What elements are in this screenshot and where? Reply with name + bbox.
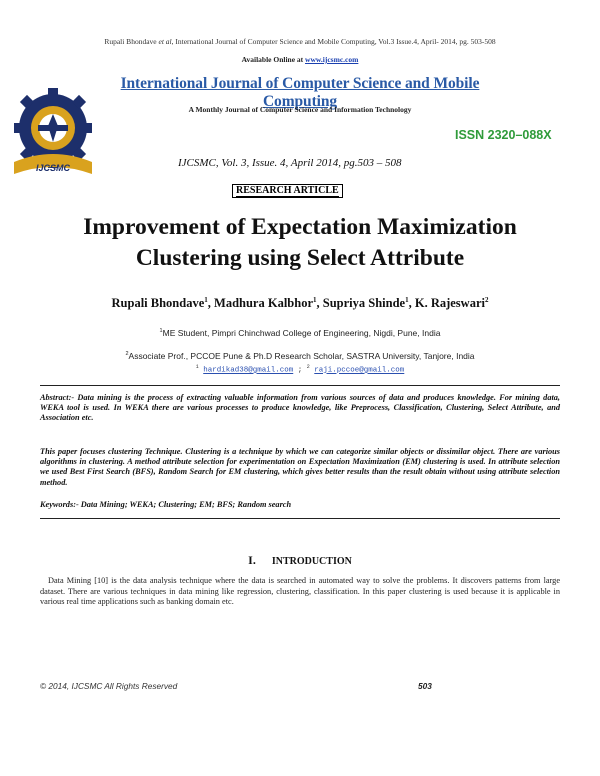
- author-list: [0, 296, 600, 311]
- available-label: Available Online at: [241, 55, 306, 64]
- footer-copyright: © 2014, IJCSMC All Rights Reserved: [40, 681, 178, 691]
- author-name: Madhura Kalbhor: [214, 296, 313, 311]
- affiliation-1: [0, 328, 600, 338]
- journal-logo: [8, 70, 98, 190]
- affiliation-2-sup: 2: [125, 351, 129, 358]
- author-separator: ,: [408, 296, 415, 311]
- article-type-badge: [232, 184, 343, 198]
- affiliation-2-text: Associate Prof., PCCOE Pune & Ph.D Research Scholar, SASTRA University, Tanjore, India: [128, 351, 475, 361]
- email-1-link[interactable]: hardikad38@gmail.com: [203, 366, 294, 375]
- author-sup: 1: [313, 296, 317, 304]
- paper-title-line1: Improvement of Expectation Maximization: [83, 214, 517, 240]
- running-head-pre: Rupali Bhondave: [104, 37, 159, 46]
- affiliation-2: [0, 351, 600, 361]
- section-heading-introduction: [0, 553, 600, 568]
- focus-paragraph: This paper focuses clustering Technique. Clustering is a technique by which we can categorize similar objects or dissimilar object. There are various algorithms in clustering. A method attribute selection for experimentation on Expectation Maximization (EM) clustering is used. In attribute selection we used Best First Search (BFS), Random Search for EM clustering, which gives better results than the result obtain without using attribute selection method.: [40, 447, 560, 487]
- affiliation-1-text: ME Student, Pimpri Chinchwad College of Engineering, Nigdi, Pune, India: [162, 328, 441, 338]
- author-name: Rupali Bhondave: [111, 296, 205, 311]
- author-separator: ,: [316, 296, 323, 311]
- issue-line: IJCSMC, Vol. 3, Issue. 4, April 2014, pg.503 – 508: [178, 157, 402, 169]
- author-name: Supriya Shinde: [322, 296, 406, 311]
- affiliation-1-sup: 1: [159, 328, 163, 335]
- email-2-link[interactable]: raji.pccoe@gmail.com: [314, 366, 405, 375]
- available-online: [0, 55, 600, 64]
- section-title: INTRODUCTION: [271, 556, 352, 567]
- author-sup: 1: [204, 296, 208, 304]
- author-sup: 2: [484, 296, 489, 304]
- paper-title-line2: Clustering using Select Attribute: [135, 245, 465, 271]
- logo-text: IJCSMC: [35, 163, 71, 173]
- author-emails: [0, 364, 600, 375]
- running-head: [0, 37, 600, 46]
- author-separator: ,: [207, 296, 215, 311]
- introduction-paragraph: Data Mining [10] is the data analysis technique where the data is searched in automated way to solve the problems. It discovers patterns from large dataset. There are various techniques in data mining like regression, clustering, classification. In this paper clustering is used because it is applicable in various real time applications such as banking domain etc.: [40, 576, 560, 606]
- issn: ISSN 2320–088X: [455, 128, 552, 142]
- journal-subtitle: A Monthly Journal of Computer Science and Information Technology: [188, 105, 412, 114]
- divider-bottom: [40, 518, 560, 519]
- email-separator: ;: [293, 366, 307, 375]
- running-head-etal: et al: [158, 37, 172, 46]
- running-head-post: , International Journal of Computer Science and Mobile Computing, Vol.3 Issue.4, April- 2014, pg. 503-508: [171, 37, 496, 46]
- abstract-paragraph: Abstract:- Data mining is the process of extracting valuable information from various sources of data and produces knowledge. For mining data, WEKA tool is used. In WEKA there are various processes to produce knowledge, like Preprocess, Classification, Clustering, Select Attribute, and Association etc.: [40, 393, 560, 423]
- section-number: I.: [248, 553, 256, 567]
- paper-title: [0, 212, 600, 274]
- article-type-label: RESEARCH ARTICLE: [236, 185, 339, 196]
- divider-top: [40, 385, 560, 386]
- email-2-sup: 2: [306, 364, 310, 370]
- author-sup: 1: [405, 296, 409, 304]
- footer-page-number: 503: [418, 681, 432, 691]
- email-1-sup: 1: [195, 364, 199, 370]
- journal-website-link[interactable]: www.ijcsmc.com: [305, 55, 359, 64]
- journal-title: International Journal of Computer Science and Mobile Computing: [120, 75, 480, 110]
- author-name: K. Rajeswari: [414, 296, 485, 311]
- keywords-line: Keywords:- Data Mining; WEKA; Clustering; EM; BFS; Random search: [40, 500, 292, 509]
